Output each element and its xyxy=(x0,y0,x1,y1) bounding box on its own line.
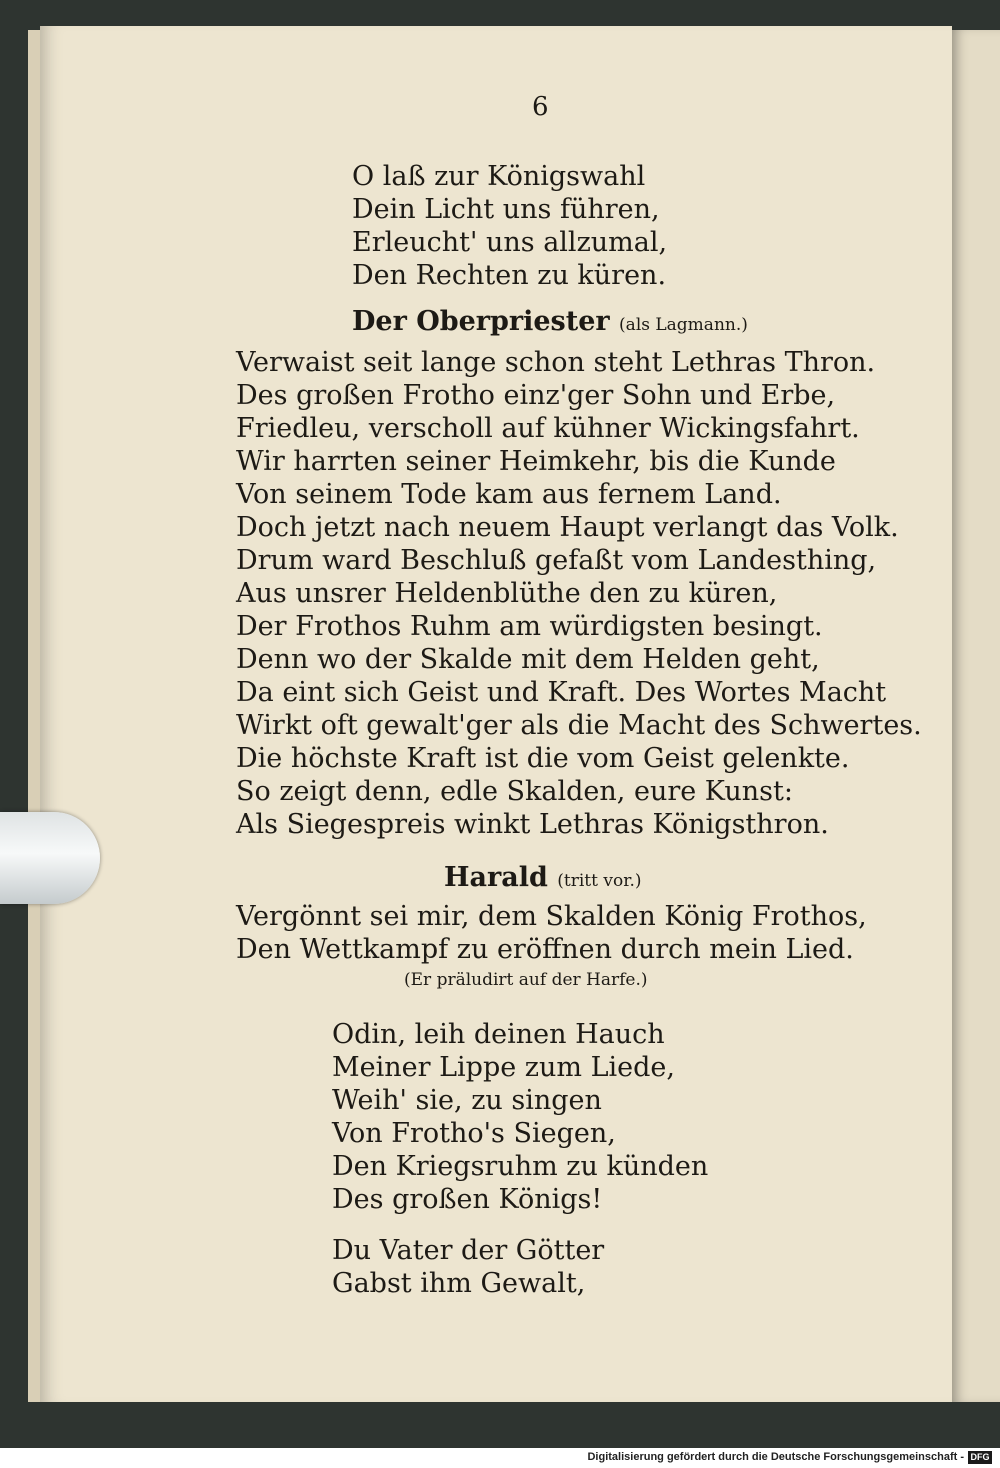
speech-line: Den Wettkampf zu eröffnen durch mein Lied. xyxy=(236,934,854,965)
speech-line: Drum ward Beschluß gefaßt vom Landesthing, xyxy=(236,545,877,576)
speaker-heading xyxy=(444,862,642,893)
speech-line: Verwaist seit lange schon steht Lethras Thron. xyxy=(236,347,876,378)
speech-line: Denn wo der Skalde mit dem Helden geht, xyxy=(236,644,820,675)
verse-line: Odin, leih deinen Hauch xyxy=(332,1019,665,1050)
page-clip xyxy=(0,812,100,904)
speaker-name: Harald xyxy=(444,862,548,893)
stanza-1 xyxy=(352,160,667,292)
speaker-name: Der Oberpriester xyxy=(352,306,610,337)
credit-text: Digitalisierung gefördert durch die Deutsche Forschungsgemeinschaft - xyxy=(587,1451,964,1463)
speech-line: Wirkt oft gewalt'ger als die Macht des Schwertes. xyxy=(236,710,922,741)
speech-2 xyxy=(236,900,867,966)
verse-line: Von Frotho's Siegen, xyxy=(332,1118,616,1149)
verse-line: Du Vater der Götter xyxy=(332,1235,605,1266)
speech-line: Da eint sich Geist und Kraft. Des Wortes Macht xyxy=(236,677,887,708)
verse-line: Des großen Königs! xyxy=(332,1184,603,1215)
speaker-direction: (als Lagmann.) xyxy=(619,315,748,335)
song-stanza-2 xyxy=(332,1234,604,1300)
speech-line: Von seinem Tode kam aus fernem Land. xyxy=(236,479,782,510)
speech-line: Friedleu, verscholl auf kühner Wickingsfahrt. xyxy=(236,413,860,444)
speech-line: Doch jetzt nach neuem Haupt verlangt das Volk. xyxy=(236,512,899,543)
speaker-direction: (tritt vor.) xyxy=(557,871,642,891)
verse-line: Den Kriegsruhm zu künden xyxy=(332,1151,709,1182)
speech-line: Vergönnt sei mir, dem Skalden König Frothos, xyxy=(236,901,867,932)
speech-1 xyxy=(236,346,922,841)
speech-line: So zeigt denn, edle Skalden, eure Kunst: xyxy=(236,776,793,807)
verse-line: Erleucht' uns allzumal, xyxy=(352,227,668,258)
speech-line: Die höchste Kraft ist die vom Geist gelenkte. xyxy=(236,743,850,774)
speech-line: Wir harrten seiner Heimkehr, bis die Kunde xyxy=(236,446,836,477)
speech-line: Der Frothos Ruhm am würdigsten besingt. xyxy=(236,611,823,642)
verse-line: Dein Licht uns führen, xyxy=(352,194,660,225)
page-number: 6 xyxy=(532,92,549,122)
song-stanza-1 xyxy=(332,1018,708,1216)
speech-line: Des großen Frotho einz'ger Sohn und Erbe, xyxy=(236,380,836,411)
verse-line: Gabst ihm Gewalt, xyxy=(332,1268,586,1299)
verse-line: Den Rechten zu küren. xyxy=(352,260,667,291)
footer-bar xyxy=(0,1448,1000,1468)
speaker-heading xyxy=(352,306,748,337)
dfg-logo: DFG xyxy=(968,1451,992,1464)
speech-line: Aus unsrer Heldenblüthe den zu küren, xyxy=(236,578,778,609)
verse-line: Weih' sie, zu singen xyxy=(332,1085,602,1116)
verse-line: O laß zur Königswahl xyxy=(352,161,646,192)
verse-line: Meiner Lippe zum Liede, xyxy=(332,1052,675,1083)
speech-line: Als Siegespreis winkt Lethras Königsthron. xyxy=(236,809,829,840)
next-page-edge xyxy=(952,30,1000,1402)
stage-direction: (Er präludirt auf der Harfe.) xyxy=(404,970,648,990)
